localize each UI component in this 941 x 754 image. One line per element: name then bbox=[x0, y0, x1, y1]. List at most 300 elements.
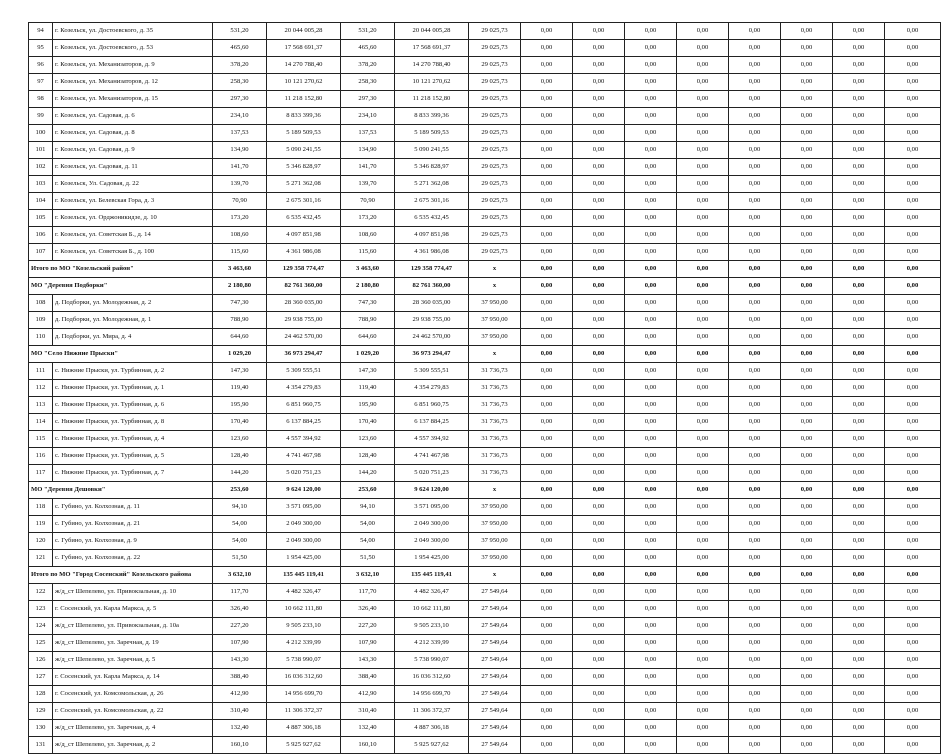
value-cell: 0,00 bbox=[781, 652, 833, 669]
table-row bbox=[29, 516, 941, 533]
value-cell: 0,00 bbox=[781, 550, 833, 567]
value-cell: 51,50 bbox=[341, 550, 395, 567]
value-cell: 0,00 bbox=[573, 516, 625, 533]
row-number: 101 bbox=[29, 142, 53, 159]
value-cell: 8 833 399,36 bbox=[267, 108, 341, 125]
value-cell: 0,00 bbox=[677, 346, 729, 363]
value-cell: 0,00 bbox=[677, 91, 729, 108]
value-cell: 0,00 bbox=[573, 448, 625, 465]
row-number: 127 bbox=[29, 669, 53, 686]
value-cell: 0,00 bbox=[521, 482, 573, 499]
value-cell: 143,30 bbox=[213, 652, 267, 669]
value-cell: 5 271 362,08 bbox=[395, 176, 469, 193]
value-cell: 0,00 bbox=[677, 414, 729, 431]
value-cell: 0,00 bbox=[521, 23, 573, 40]
table-row bbox=[29, 465, 941, 482]
value-cell: 173,20 bbox=[213, 210, 267, 227]
value-cell: 29 025,73 bbox=[469, 227, 521, 244]
value-cell: 0,00 bbox=[729, 465, 781, 482]
row-number: 117 bbox=[29, 465, 53, 482]
row-number: 108 bbox=[29, 295, 53, 312]
address-cell: ж/д_ст Шепелево, ул. Привокзальная, д. 10а bbox=[53, 618, 213, 635]
value-cell: 0,00 bbox=[885, 193, 941, 210]
value-cell: 6 137 884,25 bbox=[267, 414, 341, 431]
value-cell: 0,00 bbox=[781, 567, 833, 584]
housing-table bbox=[28, 22, 941, 754]
row-number: 95 bbox=[29, 40, 53, 57]
row-number: 111 bbox=[29, 363, 53, 380]
value-cell: 0,00 bbox=[521, 550, 573, 567]
address-cell: с. Губино, ул. Колхозная, д. 11 bbox=[53, 499, 213, 516]
value-cell: 253,60 bbox=[341, 482, 395, 499]
value-cell: 0,00 bbox=[625, 652, 677, 669]
value-cell: 747,30 bbox=[341, 295, 395, 312]
value-cell: 0,00 bbox=[781, 533, 833, 550]
value-cell: 297,30 bbox=[213, 91, 267, 108]
value-cell: 54,00 bbox=[341, 533, 395, 550]
value-cell: 0,00 bbox=[729, 346, 781, 363]
value-cell: 0,00 bbox=[677, 720, 729, 737]
value-cell: 29 025,73 bbox=[469, 40, 521, 57]
row-number: 125 bbox=[29, 635, 53, 652]
address-cell: с. Нижние Прыски, ул. Турбинная, д. 4 bbox=[53, 431, 213, 448]
row-number: 98 bbox=[29, 91, 53, 108]
value-cell: 0,00 bbox=[833, 142, 885, 159]
value-cell: 0,00 bbox=[885, 499, 941, 516]
address-cell: ж/д_ст Шепелево, ул. Заречная, д. 4 bbox=[53, 720, 213, 737]
table-row bbox=[29, 40, 941, 57]
value-cell: 0,00 bbox=[625, 74, 677, 91]
value-cell: 0,00 bbox=[521, 584, 573, 601]
value-cell: 94,10 bbox=[341, 499, 395, 516]
value-cell: 0,00 bbox=[625, 346, 677, 363]
value-cell: 0,00 bbox=[521, 669, 573, 686]
table-row bbox=[29, 414, 941, 431]
value-cell: 70,90 bbox=[213, 193, 267, 210]
value-cell: 0,00 bbox=[833, 176, 885, 193]
value-cell: 5 271 362,08 bbox=[267, 176, 341, 193]
value-cell: 29 025,73 bbox=[469, 176, 521, 193]
value-cell: 0,00 bbox=[677, 142, 729, 159]
value-cell: 0,00 bbox=[729, 329, 781, 346]
value-cell: 0,00 bbox=[573, 669, 625, 686]
value-cell: 0,00 bbox=[729, 295, 781, 312]
value-cell: 0,00 bbox=[781, 125, 833, 142]
table-row bbox=[29, 686, 941, 703]
value-cell: 31 736,73 bbox=[469, 380, 521, 397]
value-cell: 0,00 bbox=[677, 295, 729, 312]
value-cell: 0,00 bbox=[885, 686, 941, 703]
address-cell: г. Козельск, ул. Садовая, д. 11 bbox=[53, 159, 213, 176]
value-cell: 0,00 bbox=[573, 431, 625, 448]
value-cell: 0,00 bbox=[573, 295, 625, 312]
value-cell: 5 925 927,62 bbox=[395, 737, 469, 754]
value-cell: 0,00 bbox=[729, 244, 781, 261]
table-row bbox=[29, 550, 941, 567]
value-cell: 0,00 bbox=[729, 193, 781, 210]
value-cell: 0,00 bbox=[885, 397, 941, 414]
value-cell: 117,70 bbox=[213, 584, 267, 601]
row-number: 115 bbox=[29, 431, 53, 448]
value-cell: 0,00 bbox=[833, 159, 885, 176]
value-cell: 0,00 bbox=[677, 159, 729, 176]
value-cell: 0,00 bbox=[625, 499, 677, 516]
value-cell: 128,40 bbox=[341, 448, 395, 465]
value-cell: 195,90 bbox=[213, 397, 267, 414]
row-number: 124 bbox=[29, 618, 53, 635]
value-cell: 0,00 bbox=[885, 380, 941, 397]
value-cell: 0,00 bbox=[625, 618, 677, 635]
value-cell: 0,00 bbox=[521, 720, 573, 737]
value-cell: 0,00 bbox=[781, 40, 833, 57]
value-cell: 0,00 bbox=[781, 618, 833, 635]
value-cell: 0,00 bbox=[625, 567, 677, 584]
value-cell: 0,00 bbox=[677, 618, 729, 635]
row-number: 107 bbox=[29, 244, 53, 261]
value-cell: 108,60 bbox=[213, 227, 267, 244]
value-cell: 0,00 bbox=[833, 465, 885, 482]
value-cell: 2 049 300,00 bbox=[395, 533, 469, 550]
value-cell: 29 025,73 bbox=[469, 125, 521, 142]
value-cell: 0,00 bbox=[885, 550, 941, 567]
value-cell: 29 025,73 bbox=[469, 142, 521, 159]
address-cell: г. Сосенский, ул. Карла Маркса, д. 5 bbox=[53, 601, 213, 618]
value-cell: 0,00 bbox=[729, 516, 781, 533]
value-cell: 0,00 bbox=[573, 533, 625, 550]
row-number: 102 bbox=[29, 159, 53, 176]
table-row bbox=[29, 23, 941, 40]
value-cell: 0,00 bbox=[521, 397, 573, 414]
row-number: 110 bbox=[29, 329, 53, 346]
value-cell: 27 549,64 bbox=[469, 686, 521, 703]
value-cell: 4 212 339,99 bbox=[395, 635, 469, 652]
value-cell: 0,00 bbox=[573, 703, 625, 720]
value-cell: 3 463,60 bbox=[341, 261, 395, 278]
value-cell: 0,00 bbox=[677, 397, 729, 414]
value-cell: 10 662 111,80 bbox=[395, 601, 469, 618]
value-cell: 0,00 bbox=[573, 57, 625, 74]
address-cell: с. Нижние Прыски, ул. Турбинная, д. 1 bbox=[53, 380, 213, 397]
value-cell: 0,00 bbox=[677, 244, 729, 261]
table-row bbox=[29, 74, 941, 91]
value-cell: 115,60 bbox=[341, 244, 395, 261]
table-row bbox=[29, 193, 941, 210]
row-number: 128 bbox=[29, 686, 53, 703]
value-cell: 0,00 bbox=[625, 125, 677, 142]
value-cell: 0,00 bbox=[885, 652, 941, 669]
value-cell: 0,00 bbox=[521, 142, 573, 159]
row-number: 118 bbox=[29, 499, 53, 516]
value-cell: 0,00 bbox=[625, 397, 677, 414]
row-number: 113 bbox=[29, 397, 53, 414]
value-cell: 0,00 bbox=[625, 703, 677, 720]
value-cell: 0,00 bbox=[625, 193, 677, 210]
row-number: 129 bbox=[29, 703, 53, 720]
value-cell: 465,60 bbox=[213, 40, 267, 57]
value-cell: 644,60 bbox=[341, 329, 395, 346]
value-cell: 0,00 bbox=[573, 159, 625, 176]
value-cell: 4 354 279,83 bbox=[267, 380, 341, 397]
value-cell: 0,00 bbox=[521, 278, 573, 295]
address-cell: г. Козельск, ул. Механизаторов, д. 15 bbox=[53, 91, 213, 108]
value-cell: 0,00 bbox=[729, 108, 781, 125]
value-cell: 9 624 120,00 bbox=[267, 482, 341, 499]
value-cell: 0,00 bbox=[625, 295, 677, 312]
value-cell: 129 358 774,47 bbox=[267, 261, 341, 278]
value-cell: 1 029,20 bbox=[341, 346, 395, 363]
value-cell: 0,00 bbox=[885, 533, 941, 550]
value-cell: 5 738 990,07 bbox=[395, 652, 469, 669]
value-cell: 1 954 425,00 bbox=[267, 550, 341, 567]
value-cell: 0,00 bbox=[573, 91, 625, 108]
value-cell: 29 025,73 bbox=[469, 57, 521, 74]
value-cell: 4 097 851,98 bbox=[395, 227, 469, 244]
value-cell: 258,30 bbox=[213, 74, 267, 91]
row-number: 109 bbox=[29, 312, 53, 329]
value-cell: 0,00 bbox=[781, 227, 833, 244]
value-cell: 195,90 bbox=[341, 397, 395, 414]
row-number: 100 bbox=[29, 125, 53, 142]
value-cell: 108,60 bbox=[341, 227, 395, 244]
value-cell: 0,00 bbox=[625, 635, 677, 652]
value-cell: 0,00 bbox=[833, 482, 885, 499]
value-cell: 0,00 bbox=[729, 91, 781, 108]
value-cell: 0,00 bbox=[833, 23, 885, 40]
value-cell: 0,00 bbox=[729, 74, 781, 91]
value-cell: 135 445 119,41 bbox=[267, 567, 341, 584]
address-cell: с. Губино, ул. Колхозная, д. 9 bbox=[53, 533, 213, 550]
value-cell: 0,00 bbox=[885, 91, 941, 108]
value-cell: 0,00 bbox=[573, 176, 625, 193]
subtotal-label: Итого по МО "Город Сосенский" Козельского района bbox=[29, 567, 213, 584]
value-cell: 0,00 bbox=[781, 346, 833, 363]
value-cell: 297,30 bbox=[341, 91, 395, 108]
table-row bbox=[29, 635, 941, 652]
value-cell: 14 270 788,40 bbox=[267, 57, 341, 74]
value-cell: 0,00 bbox=[781, 295, 833, 312]
value-cell: 0,00 bbox=[677, 703, 729, 720]
value-cell: 144,20 bbox=[341, 465, 395, 482]
value-cell: 37 950,00 bbox=[469, 312, 521, 329]
value-cell: 0,00 bbox=[573, 635, 625, 652]
value-cell: 0,00 bbox=[677, 57, 729, 74]
value-cell: 258,30 bbox=[341, 74, 395, 91]
value-cell: 0,00 bbox=[521, 74, 573, 91]
value-cell: 0,00 bbox=[885, 414, 941, 431]
value-cell: 0,00 bbox=[833, 227, 885, 244]
value-cell: 0,00 bbox=[521, 618, 573, 635]
value-cell: 0,00 bbox=[833, 720, 885, 737]
value-cell: 0,00 bbox=[729, 278, 781, 295]
value-cell: 8 833 399,36 bbox=[395, 108, 469, 125]
table-row bbox=[29, 159, 941, 176]
value-cell: 0,00 bbox=[729, 159, 781, 176]
value-cell: 412,90 bbox=[341, 686, 395, 703]
value-cell: 0,00 bbox=[573, 465, 625, 482]
value-cell: 6 535 432,45 bbox=[395, 210, 469, 227]
value-cell: 0,00 bbox=[729, 550, 781, 567]
value-cell: 0,00 bbox=[677, 567, 729, 584]
value-cell: 0,00 bbox=[885, 142, 941, 159]
value-cell: 0,00 bbox=[573, 244, 625, 261]
value-cell: 0,00 bbox=[521, 363, 573, 380]
value-cell: 27 549,64 bbox=[469, 618, 521, 635]
value-cell: 2 675 301,16 bbox=[395, 193, 469, 210]
value-cell: 24 462 570,00 bbox=[267, 329, 341, 346]
row-number: 116 bbox=[29, 448, 53, 465]
address-cell: г. Козельск, ул. Садовая, д. 8 bbox=[53, 125, 213, 142]
value-cell: 0,00 bbox=[833, 567, 885, 584]
value-cell: 0,00 bbox=[677, 635, 729, 652]
row-number: 106 bbox=[29, 227, 53, 244]
value-cell: 0,00 bbox=[729, 261, 781, 278]
value-cell: 82 761 360,00 bbox=[267, 278, 341, 295]
value-cell: 6 535 432,45 bbox=[267, 210, 341, 227]
value-cell: 0,00 bbox=[729, 227, 781, 244]
value-cell: 36 973 294,47 bbox=[395, 346, 469, 363]
row-number: 96 bbox=[29, 57, 53, 74]
value-cell: 227,20 bbox=[341, 618, 395, 635]
value-cell: 134,90 bbox=[341, 142, 395, 159]
row-number: 130 bbox=[29, 720, 53, 737]
value-cell: 0,00 bbox=[521, 380, 573, 397]
value-cell: x bbox=[469, 278, 521, 295]
address-cell: г. Козельск, ул. Советская Б., д. 100 bbox=[53, 244, 213, 261]
value-cell: 27 549,64 bbox=[469, 635, 521, 652]
value-cell: 0,00 bbox=[781, 635, 833, 652]
row-number: 121 bbox=[29, 550, 53, 567]
value-cell: 16 036 312,60 bbox=[267, 669, 341, 686]
value-cell: x bbox=[469, 261, 521, 278]
subtotal-row bbox=[29, 482, 941, 499]
value-cell: 0,00 bbox=[625, 380, 677, 397]
value-cell: 0,00 bbox=[781, 584, 833, 601]
value-cell: 27 549,64 bbox=[469, 720, 521, 737]
value-cell: 0,00 bbox=[521, 295, 573, 312]
value-cell: 0,00 bbox=[781, 108, 833, 125]
value-cell: 0,00 bbox=[521, 448, 573, 465]
value-cell: 0,00 bbox=[573, 363, 625, 380]
value-cell: 326,40 bbox=[213, 601, 267, 618]
row-number: 99 bbox=[29, 108, 53, 125]
value-cell: 0,00 bbox=[885, 125, 941, 142]
value-cell: 0,00 bbox=[781, 499, 833, 516]
value-cell: 0,00 bbox=[677, 465, 729, 482]
value-cell: 0,00 bbox=[833, 618, 885, 635]
value-cell: 70,90 bbox=[341, 193, 395, 210]
value-cell: 0,00 bbox=[625, 57, 677, 74]
value-cell: 0,00 bbox=[729, 40, 781, 57]
value-cell: 3 632,10 bbox=[341, 567, 395, 584]
value-cell: 27 549,64 bbox=[469, 584, 521, 601]
value-cell: 0,00 bbox=[625, 91, 677, 108]
table-row bbox=[29, 431, 941, 448]
value-cell: 0,00 bbox=[781, 57, 833, 74]
value-cell: 0,00 bbox=[625, 448, 677, 465]
value-cell: 4 887 306,18 bbox=[267, 720, 341, 737]
value-cell: 0,00 bbox=[573, 601, 625, 618]
address-cell: г. Козельск, ул. Садовая, д. 6 bbox=[53, 108, 213, 125]
value-cell: 29 025,73 bbox=[469, 159, 521, 176]
value-cell: 5 020 751,23 bbox=[395, 465, 469, 482]
value-cell: 0,00 bbox=[677, 261, 729, 278]
value-cell: 137,53 bbox=[341, 125, 395, 142]
value-cell: 0,00 bbox=[781, 448, 833, 465]
value-cell: 0,00 bbox=[885, 482, 941, 499]
value-cell: 0,00 bbox=[833, 703, 885, 720]
address-cell: г. Козельск, ул. Достоевского, д. 53 bbox=[53, 40, 213, 57]
value-cell: 29 025,73 bbox=[469, 244, 521, 261]
value-cell: 141,70 bbox=[213, 159, 267, 176]
value-cell: 129 358 774,47 bbox=[395, 261, 469, 278]
value-cell: 0,00 bbox=[521, 499, 573, 516]
value-cell: 0,00 bbox=[885, 618, 941, 635]
value-cell: 0,00 bbox=[833, 431, 885, 448]
value-cell: 123,60 bbox=[213, 431, 267, 448]
row-number: 104 bbox=[29, 193, 53, 210]
value-cell: 173,20 bbox=[341, 210, 395, 227]
value-cell: 28 360 035,00 bbox=[395, 295, 469, 312]
value-cell: 0,00 bbox=[833, 329, 885, 346]
subtotal-row bbox=[29, 261, 941, 278]
value-cell: 465,60 bbox=[341, 40, 395, 57]
value-cell: 37 950,00 bbox=[469, 533, 521, 550]
value-cell: 4 482 326,47 bbox=[267, 584, 341, 601]
value-cell: 0,00 bbox=[833, 108, 885, 125]
value-cell: 2 180,80 bbox=[213, 278, 267, 295]
value-cell: 5 090 241,55 bbox=[395, 142, 469, 159]
value-cell: 1 029,20 bbox=[213, 346, 267, 363]
value-cell: 0,00 bbox=[573, 499, 625, 516]
value-cell: 139,70 bbox=[341, 176, 395, 193]
value-cell: 0,00 bbox=[729, 176, 781, 193]
address-cell: ж/д_ст Шепелево, ул. Заречная, д. 5 bbox=[53, 652, 213, 669]
value-cell: 107,90 bbox=[341, 635, 395, 652]
subtotal-label: МО "Село Нижние Прыски" bbox=[29, 346, 213, 363]
table-row bbox=[29, 720, 941, 737]
address-cell: г. Козельск, ул. Орджоникидзе, д. 10 bbox=[53, 210, 213, 227]
value-cell: 0,00 bbox=[573, 720, 625, 737]
value-cell: 388,40 bbox=[213, 669, 267, 686]
value-cell: 0,00 bbox=[521, 431, 573, 448]
value-cell: 0,00 bbox=[573, 618, 625, 635]
value-cell: 0,00 bbox=[625, 278, 677, 295]
value-cell: 0,00 bbox=[729, 720, 781, 737]
value-cell: 0,00 bbox=[781, 210, 833, 227]
subtotal-label: Итого по МО "Козельский район" bbox=[29, 261, 213, 278]
subtotal-label: МО "Деревня Дешовки" bbox=[29, 482, 213, 499]
value-cell: 0,00 bbox=[781, 686, 833, 703]
value-cell: 0,00 bbox=[885, 669, 941, 686]
value-cell: 0,00 bbox=[885, 720, 941, 737]
value-cell: 0,00 bbox=[677, 601, 729, 618]
value-cell: 0,00 bbox=[521, 159, 573, 176]
value-cell: 14 956 699,70 bbox=[395, 686, 469, 703]
value-cell: 29 938 755,00 bbox=[267, 312, 341, 329]
value-cell: 0,00 bbox=[729, 312, 781, 329]
value-cell: 0,00 bbox=[573, 74, 625, 91]
value-cell: 0,00 bbox=[885, 567, 941, 584]
value-cell: 132,40 bbox=[341, 720, 395, 737]
table-row bbox=[29, 312, 941, 329]
value-cell: 119,40 bbox=[213, 380, 267, 397]
subtotal-row bbox=[29, 567, 941, 584]
value-cell: 6 137 884,25 bbox=[395, 414, 469, 431]
value-cell: 37 950,00 bbox=[469, 550, 521, 567]
value-cell: 107,90 bbox=[213, 635, 267, 652]
value-cell: 0,00 bbox=[885, 278, 941, 295]
value-cell: 9 505 233,10 bbox=[267, 618, 341, 635]
